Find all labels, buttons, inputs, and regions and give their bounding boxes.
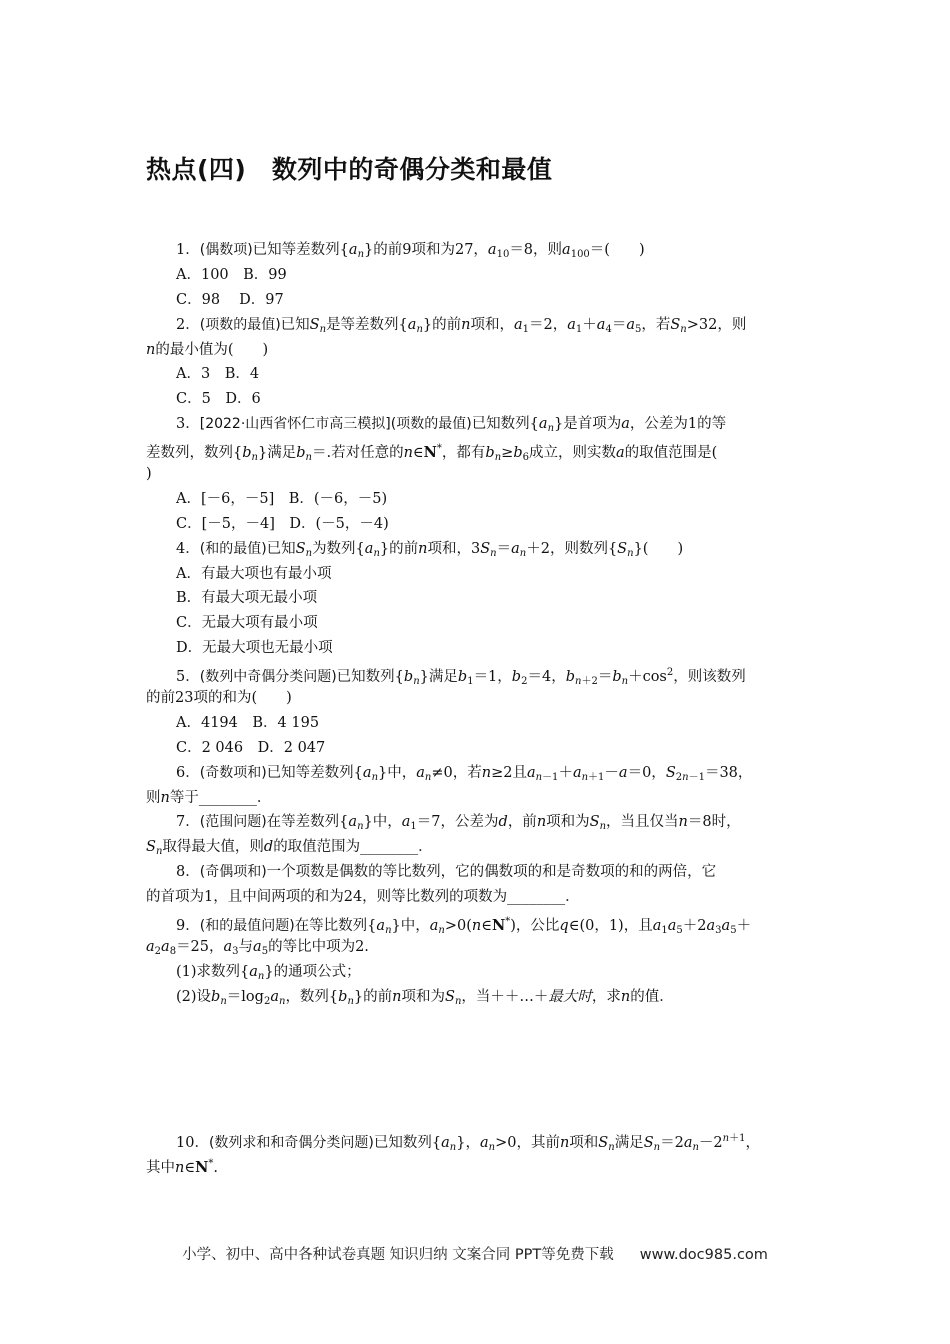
page-title: 热点(四) 数列中的奇偶分类和最值 <box>146 155 553 184</box>
question-3-cont: ) <box>146 466 152 483</box>
question-7: 7．(范围问题)在等差数列$\{a_n\}$中，$a_1=7$，公差为d，前n项和为$S_n$，当且仅当n＝8时， <box>176 814 741 833</box>
question-5-cont: 的前23项的和为( ) <box>146 690 292 707</box>
question-10: 10．(数列求和和奇偶分类问题)已知数列$\{a_n\}$，$a_n>0$，其前n项和$S_n$满足$S_n=2a_n-2^{n+1}$， <box>176 1132 760 1152</box>
question-3-cont: 差数列，数列$\{b_n\}$满足$b_n=$.若对任意的n∈N*，都有$b_n\ge b_6$成立，则实数a的取值范围是( <box>146 443 718 463</box>
q1-option-row: A．100 B．99 <box>176 266 287 283</box>
question-2-cont: n的最小值为( ) <box>146 341 269 358</box>
question-1: 1．(偶数项)已知等差数列$\{a_n\}$的前9项和为27，$a_{10}=8$，则$a_{100}=$( ) <box>176 242 645 260</box>
question-6-cont: 则n等于________． <box>146 789 272 806</box>
footer <box>0 1243 950 1264</box>
q4-option: A．有最大项也有最小项 <box>176 565 332 582</box>
question-6: 6．(奇数项和)已知等差数列$\{a_n\}$中，$a_n\ne 0$，若n≥2且$a_{n-1}+a_{n+1}-a=0$，$S_{2n-1}=38$， <box>176 764 753 783</box>
answer-space <box>146 1010 810 1127</box>
q2-option-row: C．5 D．6 <box>176 391 261 408</box>
q4-option: C．无最大项有最小项 <box>176 615 318 632</box>
q9-part-1: (1)求数列$\{a_n\}$的通项公式； <box>176 963 361 982</box>
q5-option-row: C．2 046 D．2 047 <box>176 739 326 756</box>
question-7-cont: $S_n$取得最大值，则d的取值范围为________． <box>146 839 433 858</box>
q9-part-2: (2)设$b_n=\log_2a_n$，数列$\{b_n\}$的前n项和为$S_n$，当＋＋…＋最大时，求n的值． <box>176 988 674 1007</box>
q1-option-row: C．98 D．97 <box>176 291 284 308</box>
q3-option-row: A．[－6，－5] B．(－6，－5) <box>176 490 388 507</box>
question-10-cont: 其中n∈N*. <box>146 1157 218 1176</box>
question-2: 2．(项数的最值)已知$S_n$是等差数列$\{a_n\}$的前n项和，$a_1=2$，$a_1+a_4=a_5$，若$S_n>32$，则 <box>176 316 747 335</box>
q4-option: D．无最大项也无最小项 <box>176 640 333 657</box>
q2-option-row: A．3 B．4 <box>176 366 260 383</box>
question-9: 9．(和的最值问题)在等比数列$\{a_n\}$中，$a_n>0(n\in N^*)$，公比q∈(0，1)，且$a_1a_5+2a_3a_5+$ <box>176 916 752 935</box>
q4-option: B．有最大项无最小项 <box>176 590 318 607</box>
question-list <box>146 238 810 1176</box>
question-4: 4．(和的最值)已知$S_n$为数列$\{a_n\}$的前n项和，$3S_n=a_n+2$，则数列$\{S_n\}$( ) <box>176 540 684 559</box>
question-9-cont: $a_2a_8=25$，$a_3$与$a_5$的等比中项为2. <box>146 938 369 957</box>
question-8: 8．(奇偶项和)一个项数是偶数的等比数列，它的偶数项的和是奇数项的和的两倍，它 <box>176 864 717 881</box>
q3-option-row: C．[－5，－4] D．(－5，－4) <box>176 515 389 532</box>
q5-option-row: A．4194 B．4 195 <box>176 714 320 731</box>
question-3: 3．[2022·山西省怀仁市高三模拟](项数的最值)已知数列$\{a_n\}$是首项为a，公差为1的等 <box>176 416 727 435</box>
question-8-cont: 的首项为1，且中间两项的和为24，则等比数列的项数为________． <box>146 889 580 906</box>
question-5: 5．(数列中奇偶分类问题)已知数列$\{b_n\}$满足$b_1=1$，$b_2=4$，$b_{n+2}=b_n+\cos^2$，则该数列 <box>176 667 746 687</box>
footer-text: 小学、初中、高中各种试卷真题 知识归纳 文案合同 PPT等免费下载 <box>182 1247 614 1263</box>
footer-url[interactable]: www.doc985.com <box>639 1247 768 1263</box>
